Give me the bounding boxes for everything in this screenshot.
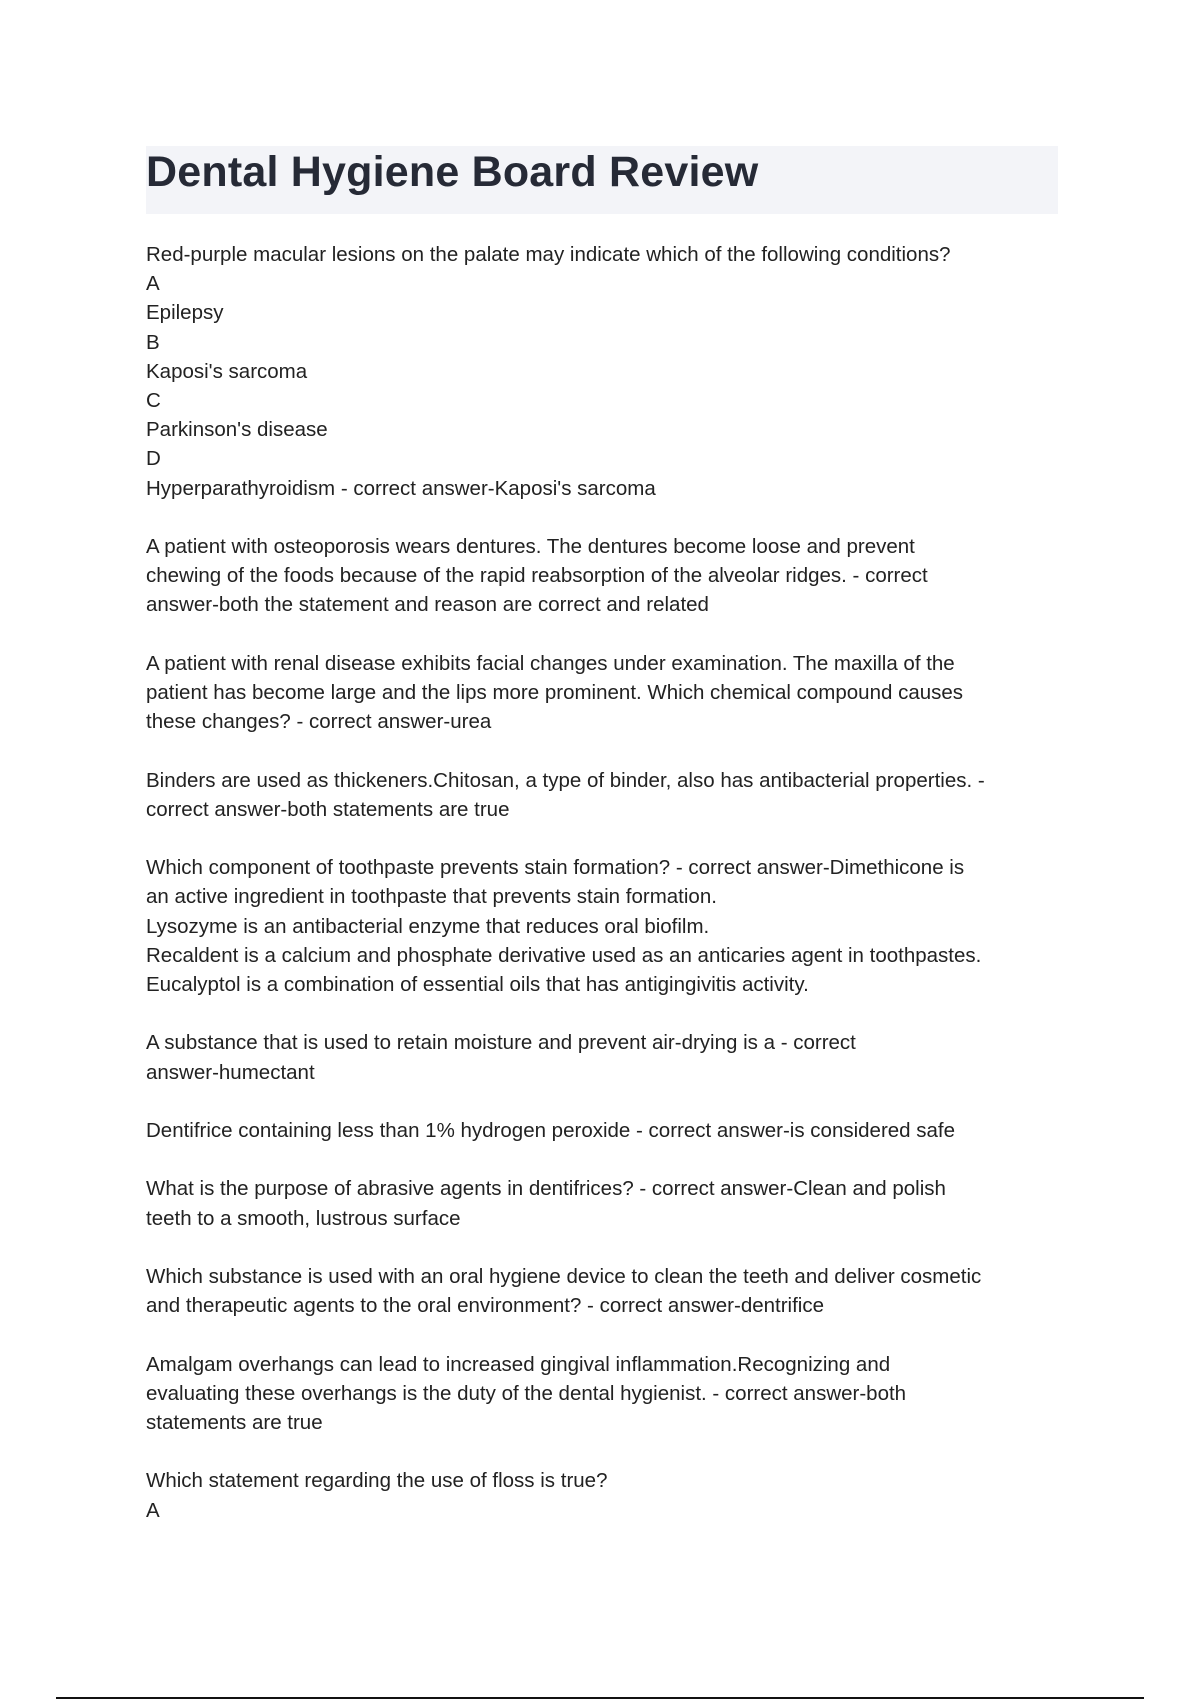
qa-line: D [146,447,161,471]
qa-line: these changes? - correct answer-urea [146,710,492,734]
qa-item [146,1116,1066,1145]
qa-item [146,1350,1066,1438]
qa-line: teeth to a smooth, lustrous surface [146,1206,461,1230]
qa-line: Recaldent is a calcium and phosphate derivative used as an anticaries agent in toothpastes. [146,943,982,967]
qa-line: Binders are used as thickeners.Chitosan, a type of binder, also has antibacterial properties. - [146,768,985,792]
qa-list [146,240,1066,1554]
qa-item [146,1466,1066,1524]
qa-line: Which statement regarding the use of floss is true? [146,1469,608,1493]
qa-item [146,766,1066,824]
qa-line: answer-both the statement and reason are correct and related [146,593,709,617]
qa-line: Hyperparathyroidism - correct answer-Kaposi's sarcoma [146,476,656,500]
qa-line: A patient with renal disease exhibits facial changes under examination. The maxilla of the [146,651,955,675]
qa-line: statements are true [146,1410,323,1434]
qa-item [146,532,1066,620]
qa-line: patient has become large and the lips more prominent. Which chemical compound causes [146,681,964,705]
qa-line: What is the purpose of abrasive agents in dentifrices? - correct answer-Clean and polish [146,1177,946,1201]
qa-item [146,853,1066,999]
qa-line: Lysozyme is an antibacterial enzyme that reduces oral biofilm. [146,914,710,938]
qa-line: evaluating these overhangs is the duty of the dental hygienist. - correct answer-both [146,1381,907,1405]
qa-line: A patient with osteoporosis wears dentures. The dentures become loose and prevent [146,535,915,559]
qa-line: answer-humectant [146,1060,315,1084]
qa-line: Which substance is used with an oral hygiene device to clean the teeth and deliver cosmetic [146,1264,982,1288]
qa-item [146,240,1066,503]
qa-line: and therapeutic agents to the oral environment? - correct answer-dentrifice [146,1294,825,1318]
qa-line: Which component of toothpaste prevents stain formation? - correct answer-Dimethicone is [146,856,965,880]
qa-item [146,1028,1066,1086]
qa-item [146,1174,1066,1232]
qa-line: A [146,1498,160,1522]
qa-line: B [146,330,160,354]
qa-line: an active ingredient in toothpaste that prevents stain formation. [146,885,717,909]
qa-item [146,1262,1066,1320]
qa-line: Parkinson's disease [146,418,328,442]
qa-line: Red-purple macular lesions on the palate may indicate which of the following conditions? [146,243,951,266]
footer-divider [56,1697,1144,1699]
qa-item [146,649,1066,737]
qa-line: correct answer-both statements are true [146,797,510,821]
qa-line: A [146,272,160,296]
qa-line: Dentifrice containing less than 1% hydrogen peroxide - correct answer-is considered safe [146,1119,956,1142]
qa-line: C [146,389,161,413]
qa-line: Eucalyptol is a combination of essential oils that has antigingivitis activity. [146,973,809,997]
page-title: Dental Hygiene Board Review [146,148,759,196]
qa-line: A substance that is used to retain moisture and prevent air-drying is a - correct [146,1031,856,1055]
qa-line: Epilepsy [146,301,224,325]
qa-line: Kaposi's sarcoma [146,359,308,383]
qa-line: chewing of the foods because of the rapid reabsorption of the alveolar ridges. - correct [146,564,928,588]
qa-line: Amalgam overhangs can lead to increased gingival inflammation.Recognizing and [146,1352,891,1376]
